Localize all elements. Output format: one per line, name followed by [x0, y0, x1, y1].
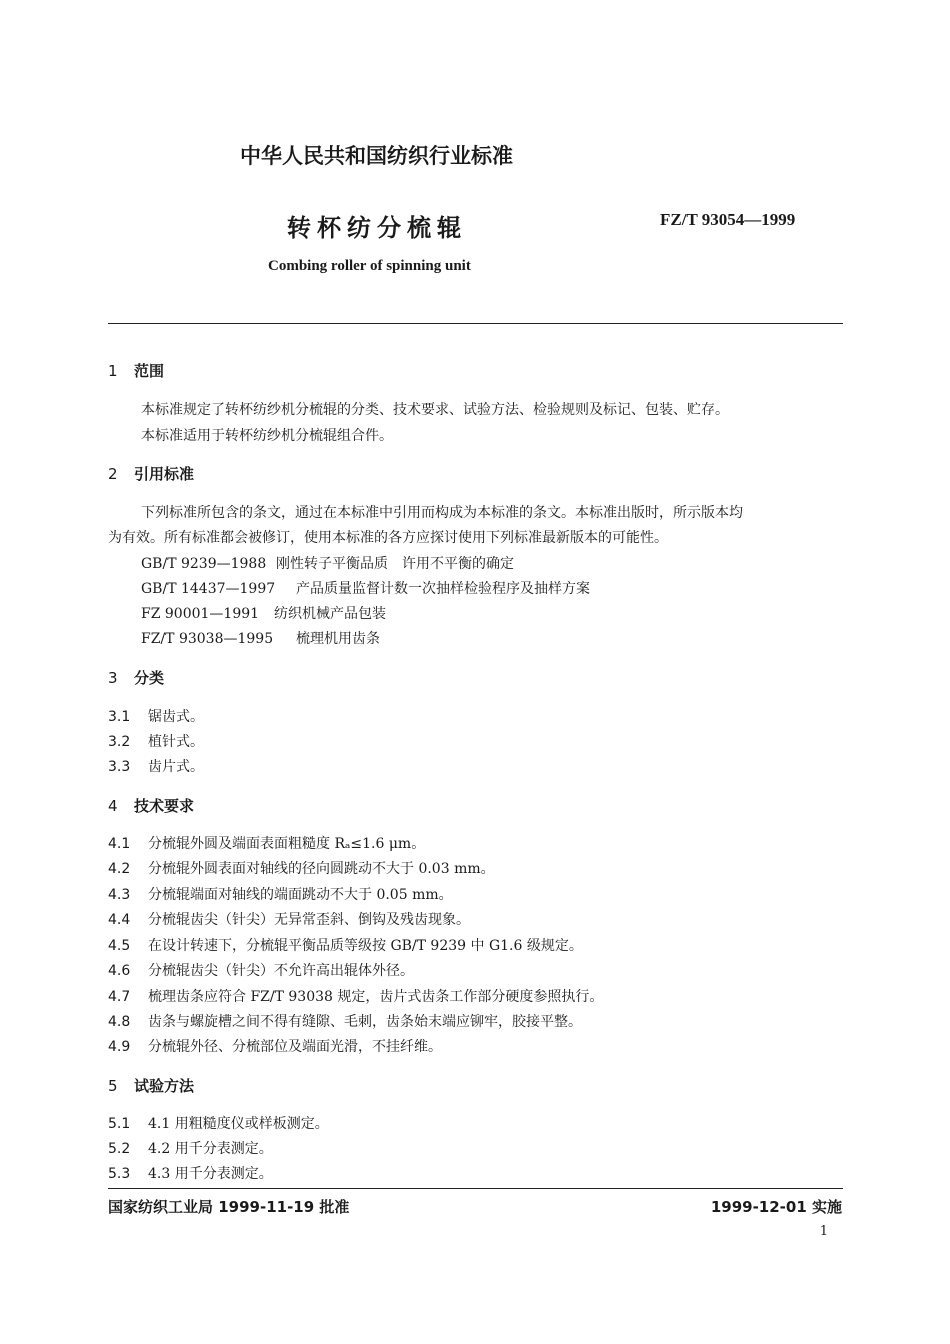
- clause-4-2: 4.2 分梳辊外圆表面对轴线的径向圆跳动不大于 0.03 mm。: [108, 861, 495, 877]
- footer-divider: [108, 1188, 843, 1189]
- clause-4-9: 4.9 分梳辊外径、分梳部位及端面光滑，不挂纤维。: [108, 1039, 442, 1055]
- clause-3-1: 3.1 锯齿式。: [108, 709, 204, 725]
- reference-name: 产品质量监督计数一次抽样检验程序及抽样方案: [296, 581, 590, 597]
- reference-code: GB/T 9239—1988: [141, 556, 267, 572]
- header-divider: [108, 323, 843, 324]
- document-title-en: Combing roller of spinning unit: [268, 258, 471, 274]
- section-title: 引用标准: [134, 465, 195, 483]
- section-title: 试验方法: [134, 1077, 195, 1095]
- reference-name: 梳理机用齿条: [296, 631, 380, 647]
- clause-4-4: 4.4 分梳辊齿尖（针尖）无异常歪斜、倒钩及残齿现象。: [108, 912, 470, 928]
- page-number: 1: [819, 1224, 828, 1239]
- standard-code: FZ/T 93054—1999: [660, 210, 796, 229]
- section-title: 分类: [134, 669, 165, 687]
- reference-code: GB/T 14437—1997: [141, 581, 276, 597]
- paragraph: 本标准规定了转杯纺纱机分梳辊的分类、技术要求、试验方法、检验规则及标记、包装、贮存。: [141, 402, 729, 418]
- reference-code: FZ 90001—1991: [141, 606, 260, 622]
- section-title: 范围: [134, 362, 165, 380]
- reference-item: [141, 603, 386, 623]
- clause-4-6: 4.6 分梳辊齿尖（针尖）不允许高出辊体外径。: [108, 963, 414, 979]
- clause-3-3: 3.3 齿片式。: [108, 759, 204, 775]
- section-5-heading: [108, 1075, 194, 1096]
- section-4-heading: [108, 795, 194, 816]
- clause-5-3: 5.3 4.3 用千分表测定。: [108, 1166, 273, 1182]
- document-title-cn: 转杯纺分梳辊: [287, 214, 467, 242]
- clause-4-7: 4.7 梳理齿条应符合 FZ/T 93038 规定，齿片式齿条工作部分硬度参照执行。: [108, 989, 604, 1005]
- clause-4-8: 4.8 齿条与螺旋槽之间不得有缝隙、毛刺，齿条始末端应铆牢，胶接平整。: [108, 1014, 582, 1030]
- clause-4-5: 4.5 在设计转速下，分梳辊平衡品质等级按 GB/T 9239 中 G1.6 级规定。: [108, 938, 583, 954]
- clause-3-2: 3.2 植针式。: [108, 734, 204, 750]
- section-number: 4: [108, 797, 118, 815]
- reference-name: 刚性转子平衡品质 许用不平衡的确定: [276, 556, 514, 572]
- paragraph-line: 下列标准所包含的条文，通过在本标准中引用而构成为本标准的条文。本标准出版时，所示版本均: [141, 505, 743, 521]
- reference-item: [141, 578, 590, 598]
- standard-series-title: 中华人民共和国纺织行业标准: [240, 144, 513, 168]
- section-3-heading: [108, 667, 164, 688]
- approval-note: 国家纺织工业局 1999-11-19 批准: [108, 1198, 350, 1216]
- reference-name: 纺织机械产品包装: [274, 606, 386, 622]
- section-number: 1: [108, 362, 118, 380]
- clause-5-2: 5.2 4.2 用千分表测定。: [108, 1141, 273, 1157]
- section-number: 3: [108, 669, 118, 687]
- clause-4-3: 4.3 分梳辊端面对轴线的端面跳动不大于 0.05 mm。: [108, 887, 453, 903]
- section-title: 技术要求: [134, 797, 195, 815]
- section-number: 2: [108, 465, 118, 483]
- reference-code: FZ/T 93038—1995: [141, 631, 274, 647]
- section-number: 5: [108, 1077, 118, 1095]
- implementation-date: 1999-12-01 实施: [710, 1198, 842, 1216]
- paragraph-line: 为有效。所有标准都会被修订，使用本标准的各方应探讨使用下列标准最新版本的可能性。: [108, 530, 668, 546]
- reference-item: [141, 628, 380, 648]
- section-1-heading: [108, 360, 164, 381]
- clause-5-1: 5.1 4.1 用粗糙度仪或样板测定。: [108, 1116, 329, 1132]
- reference-item: [141, 553, 514, 573]
- paragraph: 本标准适用于转杯纺纱机分梳辊组合件。: [141, 428, 393, 444]
- section-2-heading: [108, 463, 194, 484]
- clause-4-1: 4.1 分梳辊外圆及端面表面粗糙度 Rₐ≤1.6 μm。: [108, 836, 426, 852]
